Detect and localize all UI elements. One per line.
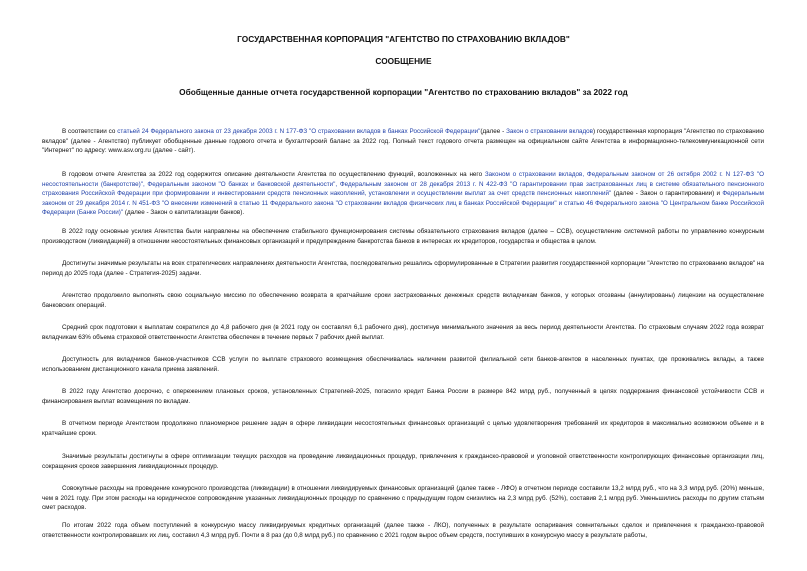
paragraph-2: В годовом отчете Агентства за 2022 год содержится описание деятельности Агентства по осуществлению функций, возложенных на него Законом о страховании вкладов, Федеральным законом от 26 октября 2002 г. N 127-ФЗ "О несостоятельности (банкротстве)", Федеральным законом "О банках и банковской деятельности", Федеральным законом от 28 декабря 2013 г. N 422-ФЗ "О гарантировании прав застрахованных лиц в системе обязательного пенсионного страхования Российской Федерации при формировании и инвестировании средств пенсионных накоплений, установлении и осуществлении выплат за счет средств пенсионных накоплений" (далее - Закон о гарантировании) и Федеральным законом от 29 декабря 2014 г. N 451-ФЗ "О внесении изменений в статью 11 Федерального закона "О страховании вкладов физических лиц в банках Российской Федерации" и статью 46 Федерального закона "О Центральном банке Российской Федерации (Банке России)" (далее - Закон о капитализации банков).: [42, 171, 764, 217]
paragraph-9: В отчетном периоде Агентством продолжено планомерное решение задач в сфере ликвидации несостоятельных финансовых организаций с целью удовлетворения требований их кредиторов в максимально возможном объеме и в кратчайшие сроки.: [42, 420, 764, 437]
paragraph-1: В соответствии со статьей 24 Федерального закона от 23 декабря 2003 г. N 177-ФЗ "О страховании вкладов в банках Российской Федерации"(далее - Закон о страховании вкладов) государственная корпорация "Агентство по страхованию вкладов" (далее - Агентство) публикует обобщенные данные годового отчета и бухгалтерский баланс за 2022 год. Полный текст годового отчета размещен на официальном сайте Агентства в информационно-телекоммуникационной сети "Интернет" по адресу: www.asv.org.ru (далее - сайт).: [42, 128, 764, 155]
paragraph-10: Значимые результаты достигнуты в сфере оптимизации текущих расходов на проведение ликвидационных процедур, привлечения к гражданско-правовой и уголовной ответственности контролирующих финансовые организации лиц, сокращения сроков завершения ликвидационных процедур.: [42, 453, 764, 470]
paragraph-3: В 2022 году основные усилия Агентства были направлены на обеспечение стабильного функционирования системы обязательного страхования вкладов (далее – ССВ), осуществление системной работы по управлению конкурсным производством (ликвидацией) в отношении несостоятельных финансовых организаций и предупреждение банкротства банков в интересах их кредиторов, государства и общества в целом.: [42, 228, 764, 245]
paragraph-8: В 2022 году Агентство досрочно, с опережением плановых сроков, установленных Стратегией-2025, погасило кредит Банка России в размере 842 млрд руб., полученный в целях поддержания финансовой устойчивости ССВ и финансирования выплат возмещения по вкладам.: [42, 388, 764, 405]
law-link[interactable]: Федеральным законом от 29 декабря 2014 г. N 451-ФЗ "О внесении изменений в статью 11 Федерального закона "О страховании вкладов физических лиц в банках Российской Федерации" и статью 46 Федерального закона "О Центральном банке Российской Федерации (Банке России)": [42, 190, 764, 217]
paragraph-6: Средний срок подготовки к выплатам сократился до 4,8 рабочего дня (в 2021 году он составлял 6,1 рабочего дня), достигнув минимального значения за весь период деятельности Агентства. По страховым случаям 2022 года возврат вкладчикам 63% объема страховой ответственности Агентства обеспечен в течение первых 7 рабочих дней выплат.: [42, 324, 764, 341]
law-link[interactable]: статьей 24 Федерального закона от 23 декабря 2003 г. N 177-ФЗ "О страховании вкладов в банках Российской Федерации": [117, 128, 481, 135]
organization-heading: ГОСУДАРСТВЕННАЯ КОРПОРАЦИЯ "АГЕНТСТВО ПО СТРАХОВАНИЮ ВКЛАДОВ": [237, 34, 570, 44]
paragraph-11: Совокупные расходы на проведение конкурсного производства (ликвидации) в отношении ликвидируемых финансовых организаций (далее также - ЛФО) в отчетном периоде составили 13,2 млрд руб., что на 3,3 млрд руб. (20%) меньше, чем в 2021 году. При этом расходы на юридическое сопровождение указанных ликвидационных процедур по сравнению с предыдущим годом снизились на 2,3 млрд руб. (52%), составив 2,1 млрд руб. Уменьшились расходы по другим статьям смет расходов.: [42, 485, 764, 512]
law-link[interactable]: Закон о страховании вкладов: [506, 128, 594, 135]
paragraph-4: Достигнуты значимые результаты на всех стратегических направлениях деятельности Агентства, последовательно решались сформулированные в Стратегии развития государственной корпорации "Агентство по страхованию вкладов" на период до 2025 года (далее - Стратегия-2025) задачи.: [42, 260, 764, 277]
law-link[interactable]: Законом о страховании вкладов, Федеральным законом от 26 октября 2002 г. N 127-ФЗ "О несостоятельности (банкротстве)", Федеральным законом "О банках и банковской деятельности", Федеральным законом от 28 декабря 2013 г. N 422-ФЗ "О гарантировании прав застрахованных лиц в системе обязательного пенсионного страхования Российской Федерации при формировании и инвестировании средств пенсионных накоплений, установлении и осуществлении выплат за счет средств пенсионных накоплений": [42, 171, 764, 198]
document-type-heading: СООБЩЕНИЕ: [375, 56, 432, 66]
paragraph-5: Агентство продолжило выполнять свою социальную миссию по обеспечению возврата в кратчайшие сроки застрахованных денежных средств вкладчикам банков, у которых отозваны (аннулированы) лицензии на осуществление банковских операций.: [42, 292, 764, 309]
paragraph-7: Доступность для вкладчиков банков-участников ССВ услуги по выплате страхового возмещения обеспечивалась наличием развитой филиальной сети банков-агентов в населенных пунктах, где проживались вклады, а также использованием дистанционного канала приема заявлений.: [42, 356, 764, 373]
paragraph-12: По итогам 2022 года объем поступлений в конкурсную массу ликвидируемых кредитных организаций (далее также - ЛКО), полученных в результате оспаривания сомнительных сделок и привлечения к гражданско-правовой ответственности контролировавших их лиц, составил 4,3 млрд руб. Почти в 8 раз (до 0,8 млрд руб.) по сравнению с 2021 годом вырос объем средств, поступивших в конкурсную массу в результате работы,: [42, 522, 764, 539]
document-title: Обобщенные данные отчета государственной корпорации "Агентство по страхованию вкладов" за 2022 год: [179, 87, 628, 97]
